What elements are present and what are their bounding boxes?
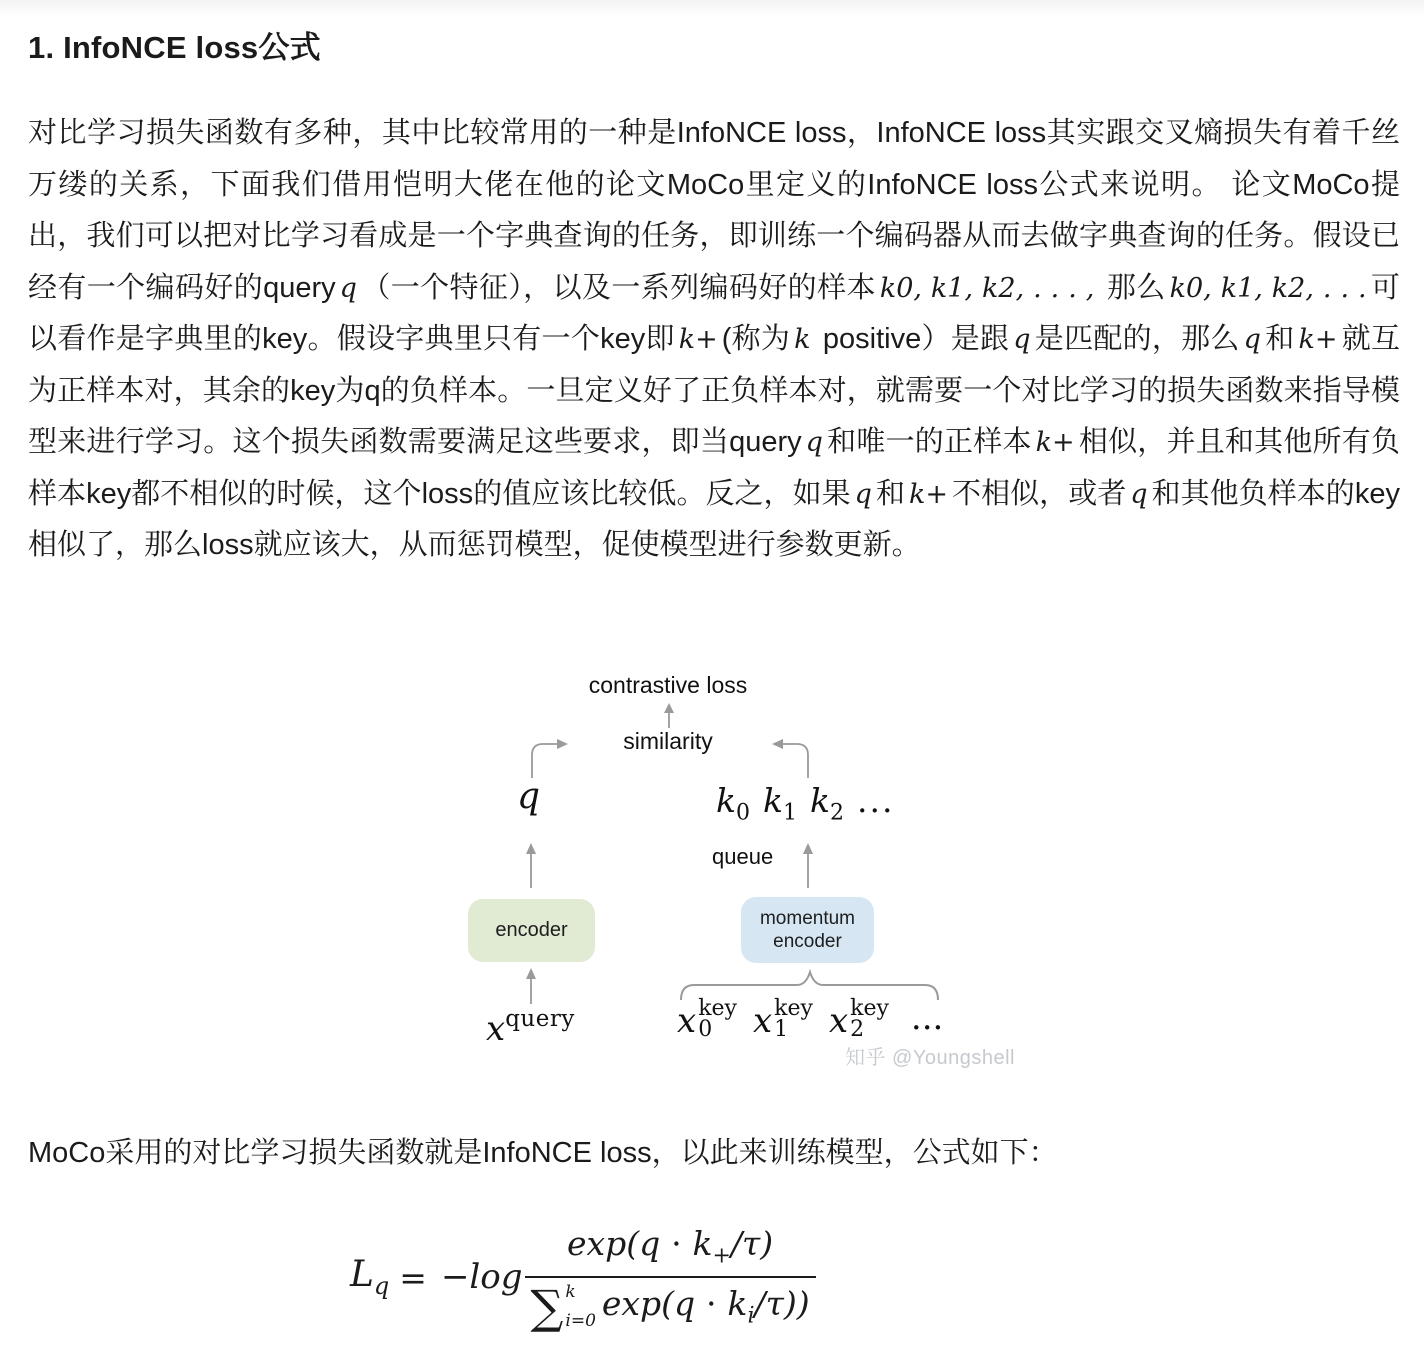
inline-math: q [1130, 478, 1148, 510]
momentum-encoder-label-line1: momentum [759, 908, 856, 929]
inline-math: q [805, 427, 823, 458]
arrowhead-up-icon [803, 843, 813, 854]
inline-math: k0, k1, k2, . . . [1169, 272, 1367, 304]
formula-denominator: ∑ k i=0 $\exp(q \cdot k_i/\tau)$) [525, 1276, 816, 1331]
text-run: 就互为正样本对，其余的key为q的负样本。一旦定义好了正负样本对，就需要一个对比学习的损失函数来指导模型来进行学习。这个损失函数需要满足这些要求，即当query [28, 323, 1400, 458]
x-key-1-label: x key 1 [752, 996, 813, 1042]
q-label: q [517, 776, 541, 817]
inline-math: q [1243, 324, 1261, 355]
inline-math: k+ [1035, 427, 1075, 458]
encoder-box [468, 899, 595, 962]
watermark: 知乎 @Youngshell [845, 1047, 1015, 1069]
infonce-formula [350, 1224, 816, 1334]
text-run: 和 [875, 477, 906, 510]
text-run: (称为 [721, 323, 791, 355]
text-run: 是匹配的，那么 [1034, 323, 1240, 355]
inline-math: q [339, 272, 357, 304]
text-run: 对比学习损失函数有多种，其中比较常用的一种是InfoNCE loss，InfoNCE loss其实跟交叉熵损失有着千丝万缕的关系，下面我们借用恺明大佬在他的论文MoCo里定义的InfoNCE loss公式来说明。 论文MoCo提出，我们可以把对比学习看成是一个字典查询的任务，即训练一个编码器从而去做字典查询的任务。假设已经有一个编码好的query [28, 117, 1400, 304]
formula-minus-log: −log [440, 1257, 523, 1298]
k2-label: $k_2$ [810, 781, 844, 826]
text-run: 和 [1264, 323, 1295, 355]
momentum-encoder-label-line2: encoder [773, 931, 842, 952]
similarity-label: similarity [623, 728, 713, 754]
moco-intro-line: MoCo采用的对比学习损失函数就是InfoNCE loss，以此来训练模型，公式如下： [28, 1137, 1058, 1169]
k0-label: $k_0$ [716, 781, 750, 826]
inline-math: k+ [1298, 324, 1338, 355]
page-title: 1. InfoNCE loss公式 [28, 30, 321, 65]
queue-label: queue [712, 844, 774, 869]
contrastive-loss-label: contrastive loss [588, 672, 748, 698]
arrowhead-up-icon [664, 703, 674, 713]
inline-math: k+ [909, 478, 949, 510]
x-keys-ellipsis: ... [910, 998, 944, 1038]
arrowhead-left-icon [772, 739, 783, 749]
text-run: 不相似，或者 [952, 477, 1127, 510]
text-run: 可以看作是字典里的key。假设字典里只有一个key即 [28, 271, 1400, 355]
inline-math: k [794, 324, 811, 355]
x-query-label: $x^{query}$ [486, 1006, 575, 1049]
x-key-2-label: x key 2 [828, 996, 889, 1042]
keys-label [716, 780, 894, 835]
inline-math: q [1013, 324, 1031, 355]
arrowhead-right-icon [557, 739, 568, 749]
inline-math: q [854, 478, 872, 510]
moco-diagram [0, 660, 1424, 1115]
arrowhead-up-icon [526, 968, 536, 979]
k1-label: $k_1$ [763, 781, 797, 826]
x-keys-row [677, 998, 943, 1042]
text-run: 那么 [1098, 271, 1166, 304]
q-to-similarity-arrow [532, 744, 557, 778]
momentum-encoder-box [741, 897, 874, 963]
inline-math: k0, k1, k2, . . . , [879, 272, 1095, 304]
text-run: 相似，并且和其他所有负样本key都不相似的时候，这个loss的值应该比较低。反之，如果 [28, 426, 1400, 510]
article-paragraph [28, 108, 1400, 572]
text-run: （一个特征），以及一系列编码好的样本 [360, 271, 876, 304]
arrowhead-up-icon [526, 843, 536, 854]
formula-lhs: $L_q$ [350, 1254, 390, 1301]
inline-math: k+ [678, 324, 718, 355]
keys-to-similarity-arrow [783, 744, 808, 778]
encoder-box-label: encoder [495, 919, 568, 941]
text-run: 和其他负样本的key相似了，那么loss就应该大，从而惩罚模型，促使模型进行参数更新。 [28, 477, 1400, 561]
keys-ellipsis: ... [857, 781, 895, 820]
text-run: 和唯一的正样本 [826, 426, 1032, 458]
sum-icon: ∑ [530, 1279, 564, 1334]
equals-sign: = [399, 1257, 427, 1297]
x-key-0-label: x key 0 [677, 996, 737, 1042]
formula-fraction [525, 1224, 816, 1334]
formula-numerator: $\exp(q \cdot k_+/\tau)$ [566, 1224, 774, 1269]
text-run: positive）是跟 [814, 323, 1010, 355]
